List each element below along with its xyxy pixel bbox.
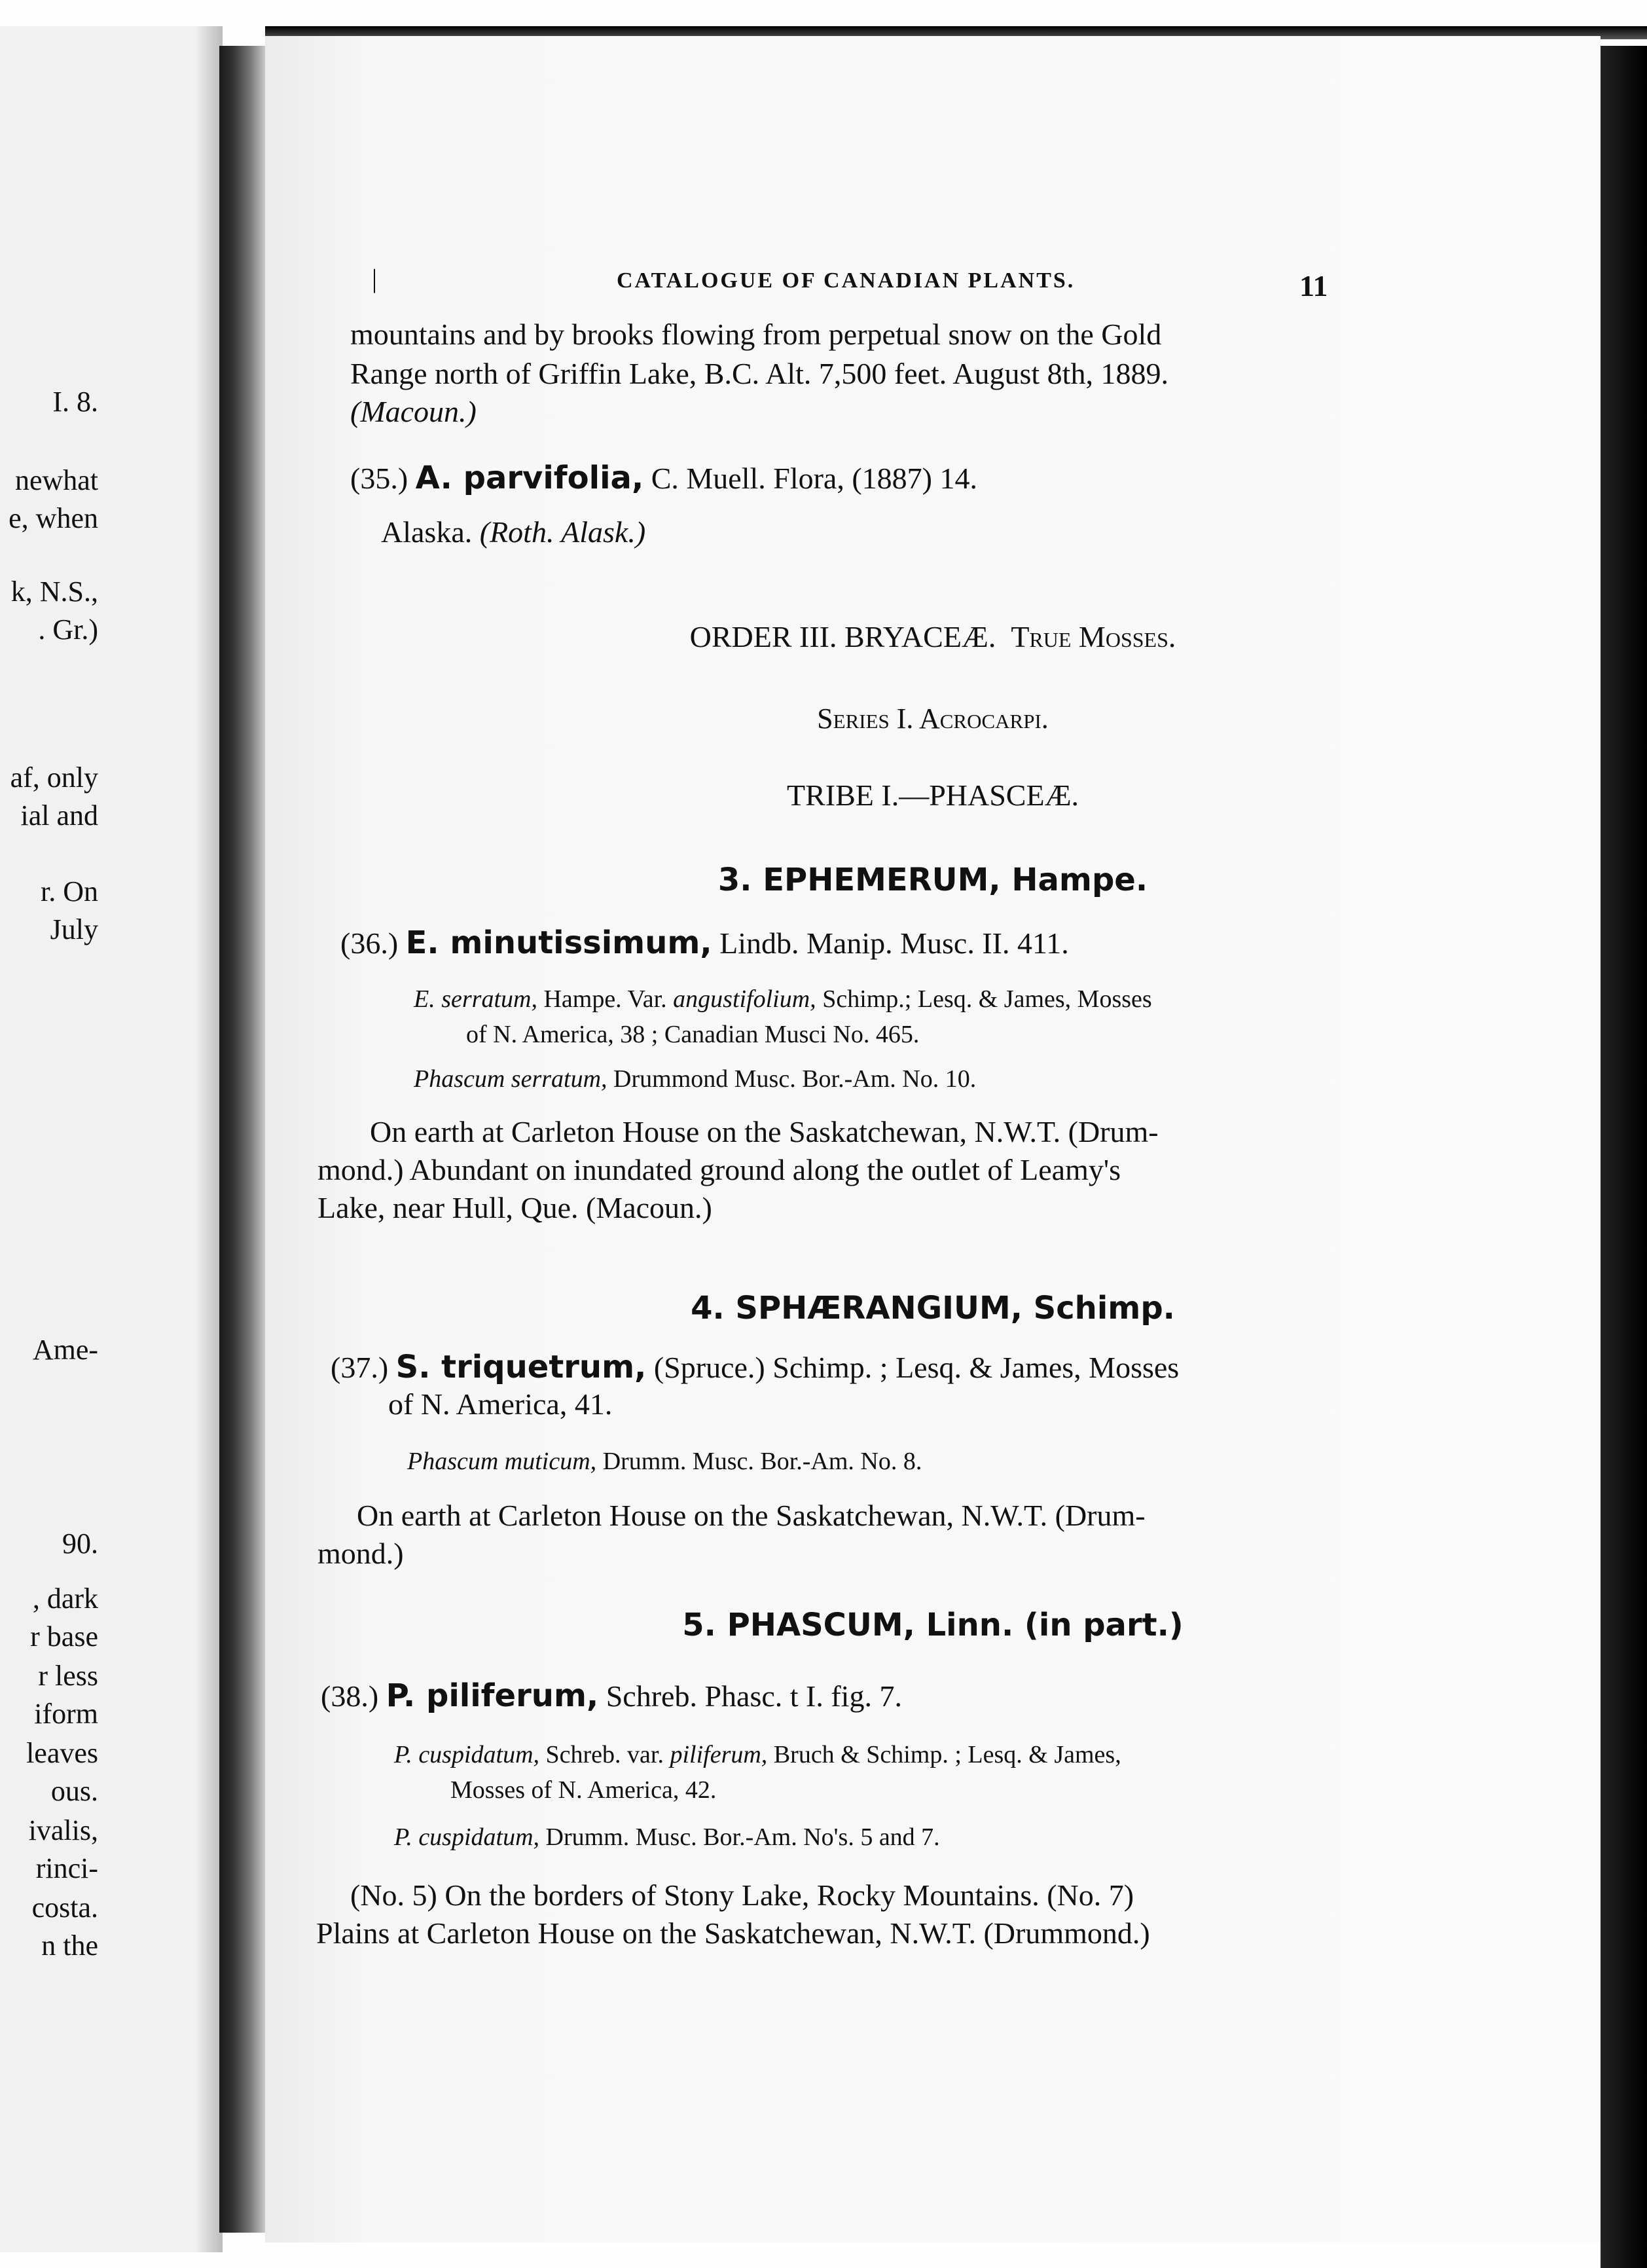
entry-38-synonym-1-cont: Mosses of N. America, 42. xyxy=(450,1776,717,1804)
left-page-line: costa. xyxy=(31,1892,98,1924)
citation: (Spruce.) Schimp. ; Lesq. & James, Mosses xyxy=(653,1351,1180,1384)
left-page-line: I. 8. xyxy=(52,386,98,418)
left-page-line: leaves xyxy=(26,1737,98,1769)
left-page-line: rinci- xyxy=(35,1852,98,1884)
entry-36-synonym-1: E. serratum, Hampe. Var. angustifolium, Schimp.; Lesq. & James, Mosses xyxy=(414,985,1152,1013)
left-page-line: e, when xyxy=(9,502,98,534)
citation: Lindb. Manip. Musc. II. 411. xyxy=(719,926,1069,960)
left-page-fragment xyxy=(0,26,216,2252)
citation: Schreb. Phasc. t I. fig. 7. xyxy=(606,1679,902,1713)
left-page-line: ivalis, xyxy=(28,1814,98,1846)
right-border-shadow xyxy=(1601,46,1647,2268)
left-page-line: Ame- xyxy=(32,1334,98,1366)
intro-line-1: mountains and by brooks flowing from perpetual snow on the Gold xyxy=(350,318,1162,351)
entry-38-habitat-2: Plains at Carleton House on the Saskatchewan, N.W.T. (Drummond.) xyxy=(316,1916,1150,1950)
left-page-line: . Gr.) xyxy=(38,613,98,646)
entry-38-synonym-1: P. cuspidatum, Schreb. var. piliferum, Bruch & Schimp. ; Lesq. & James, xyxy=(394,1741,1121,1768)
header-mark: | xyxy=(372,264,378,293)
intro-line-2: Range north of Griffin Lake, B.C. Alt. 7,500 feet. August 8th, 1889. xyxy=(350,357,1168,390)
genus-4-heading: 4. SPHÆRANGIUM, Schimp. xyxy=(691,1290,1175,1326)
entry-38-line xyxy=(321,1677,902,1714)
left-page-line: 90. xyxy=(62,1527,98,1560)
species-name: S. triquetrum, xyxy=(395,1349,647,1385)
entry-36-synonym-2: Phascum serratum, Drummond Musc. Bor.-Am. No. 10. xyxy=(414,1065,977,1093)
entry-36-habitat-2: mond.) Abundant on inundated ground along the outlet of Leamy's xyxy=(317,1153,1121,1186)
series-heading: Series I. Acrocarpi. xyxy=(817,703,1049,735)
book-gutter-shadow xyxy=(219,46,265,2233)
left-page-edge xyxy=(196,26,223,2252)
entry-37-synonym: Phascum muticum, Drumm. Musc. Bor.-Am. No. 8. xyxy=(407,1448,922,1475)
entry-37-line xyxy=(331,1349,1179,1385)
left-page-line: ous. xyxy=(50,1775,98,1807)
left-page-line: n the xyxy=(41,1930,98,1962)
left-page-line: iform xyxy=(34,1698,98,1730)
left-page-line: newhat xyxy=(14,464,98,496)
order-heading: ORDER III. BRYACEÆ. True Mosses. xyxy=(689,620,1176,653)
page-number: 11 xyxy=(1299,269,1328,302)
entry-36-habitat-3: Lake, near Hull, Que. (Macoun.) xyxy=(317,1191,712,1224)
entry-number: (36.) xyxy=(340,926,399,960)
species-name: E. minutissimum, xyxy=(405,924,712,961)
entry-38-synonym-2: P. cuspidatum, Drumm. Musc. Bor.-Am. No's. 5 and 7. xyxy=(394,1823,940,1851)
intro-line-3: (Macoun.) xyxy=(350,395,477,428)
species-name: A. parvifolia, xyxy=(415,460,644,496)
entry-35-line xyxy=(350,460,977,496)
left-page-line: af, only xyxy=(10,761,98,794)
entry-37-habitat-1: On earth at Carleton House on the Saskatchewan, N.W.T. (Drum- xyxy=(357,1499,1146,1532)
genus-5-heading: 5. PHASCUM, Linn. (in part.) xyxy=(682,1607,1184,1643)
entry-number: (38.) xyxy=(321,1679,379,1713)
species-name: P. piliferum, xyxy=(386,1677,599,1714)
entry-36-synonym-1-cont: of N. America, 38 ; Canadian Musci No. 465. xyxy=(466,1021,920,1048)
entry-35-locality: Alaska. (Roth. Alask.) xyxy=(381,515,646,549)
entry-36-line xyxy=(340,924,1069,961)
entry-38-habitat-1: (No. 5) On the borders of Stony Lake, Rocky Mountains. (No. 7) xyxy=(350,1878,1134,1912)
left-page-line: ial and xyxy=(20,799,98,832)
left-page-line: July xyxy=(50,913,98,945)
entry-36-habitat-1: On earth at Carleton House on the Saskatchewan, N.W.T. (Drum- xyxy=(370,1115,1159,1148)
entry-37-habitat-2: mond.) xyxy=(317,1537,404,1570)
left-page-line: r base xyxy=(30,1620,98,1653)
left-page-line: r less xyxy=(38,1660,98,1692)
citation: C. Muell. Flora, (1887) 14. xyxy=(651,462,977,495)
left-page-line: r. On xyxy=(41,875,98,907)
tribe-heading: TRIBE I.—PHASCEÆ. xyxy=(787,778,1079,812)
entry-number: (37.) xyxy=(331,1351,389,1384)
running-title: CATALOGUE OF CANADIAN PLANTS. xyxy=(617,268,1076,293)
entry-number: (35.) xyxy=(350,462,408,495)
genus-3-heading: 3. EPHEMERUM, Hampe. xyxy=(717,862,1148,898)
entry-37-citation-cont: of N. America, 41. xyxy=(388,1387,613,1421)
left-page-line: , dark xyxy=(32,1582,98,1615)
left-page-line: k, N.S., xyxy=(10,576,98,608)
